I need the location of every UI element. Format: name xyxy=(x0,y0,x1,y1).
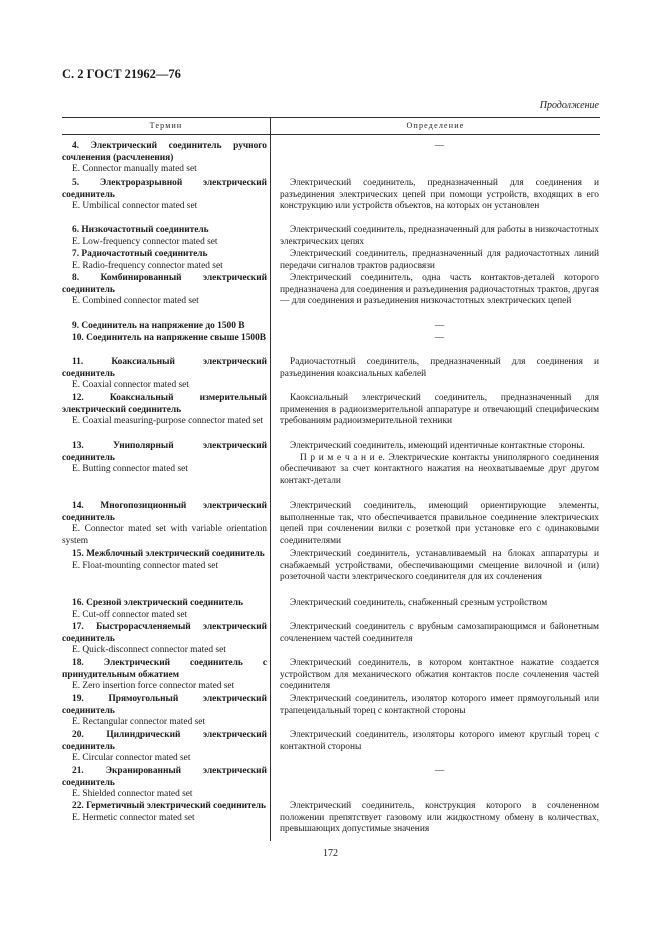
definition-text: — xyxy=(434,141,445,151)
term-en: Е. Float-mounting connector mated set xyxy=(72,560,219,571)
definition-cell xyxy=(280,333,599,345)
table-row xyxy=(62,225,267,248)
definition-cell xyxy=(280,178,599,213)
term-ru: 4. Электрический соединитель ручного сочленения (расчленения) xyxy=(62,141,267,163)
table-row xyxy=(62,549,267,572)
definition-cell xyxy=(280,501,599,547)
term-ru: 8. Комбинированный электрический соединитель xyxy=(62,273,267,295)
term-ru: 18. Электрический соединитель с принудительным обжатием xyxy=(62,658,267,680)
term-en: Е. Butting connector mated set xyxy=(72,464,188,475)
definition-text: Электрический соединитель, предназначенный для соединения и разъединения электрических цепей при помощи устройств, входящих в его конструкцию или устройств объектов, на которых он установлен xyxy=(280,178,599,212)
table-row xyxy=(62,622,267,657)
definition-text: Электрический соединитель, предназначенный для работы в низкочастотных электрических цепях xyxy=(280,225,599,247)
definition-text: Электрический соединитель, изолятор которого имеет прямоугольный или трапецеидальный торец с контактной стороны xyxy=(280,694,599,716)
term-en: Е. Umbilical connector mated set xyxy=(72,201,198,212)
definition-cell xyxy=(280,598,599,610)
definition-cell xyxy=(280,225,599,248)
definition-cell xyxy=(280,694,599,717)
table-row xyxy=(62,658,267,693)
definition-cell xyxy=(280,622,599,645)
table-row xyxy=(62,393,267,428)
table-row xyxy=(62,801,267,824)
term-ru: 15. Межблочный электрический соединитель xyxy=(72,549,265,559)
table-row xyxy=(62,333,267,345)
definition-text: Радиочастотный соединитель, предназначенный для соединения и разъединения коаксиальных кабелей xyxy=(280,357,599,379)
definition-cell xyxy=(280,549,599,584)
term-ru: 9. Соединитель на напряжение до 1500 В xyxy=(72,321,245,331)
definition-text: Электрический соединитель, одна часть контактов-деталей которого предназначена для соединения и разъединения радиочастотных трактов, другая — для соединения и разъединения низкочастотных электрических цепей xyxy=(280,273,599,307)
term-ru: 20. Цилиндрический электрический соединитель xyxy=(62,730,267,752)
column-header-term: Термин xyxy=(149,121,183,130)
term-en: Е. Low-frequency connector mated set xyxy=(72,236,218,247)
definition-cell xyxy=(280,321,599,333)
definition-text: Каоксиальный электрический соединитель, предназначенный для применения в радиоизмерительной аппаратуре и отвечающий специфическим требованиям радиоизмерительной техники xyxy=(280,393,599,427)
definition-cell xyxy=(280,441,599,487)
definition-cell xyxy=(280,141,599,153)
definition-text: Электрический соединитель с врубным самозапирающимся и байонетным сочленением частей соединителя xyxy=(280,622,599,644)
term-ru: 11. Коаксиальный электрический соединитель xyxy=(62,357,267,379)
term-en: Е. Coaxial measuring-purpose connector mated set xyxy=(72,416,264,427)
page-title: С. 2 ГОСТ 21962—76 xyxy=(62,67,181,81)
table-row xyxy=(62,249,267,272)
definition-text: — xyxy=(434,321,445,331)
definition-text: Электрический соединитель, устанавливаемый на блоках аппаратуры и снабжаемый устройствами, обеспечивающими смещение вилочной и (или) розеточной части электрического соединителя для их сочленения xyxy=(280,549,599,583)
definition-text: Электрический соединитель, предназначенный для радиочастотных линий передачи сигналов трактов радиосвязи xyxy=(280,249,599,271)
term-en: Е. Hermetic connector mated set xyxy=(72,812,195,823)
page-number: 172 xyxy=(323,848,338,859)
table-row xyxy=(62,598,267,621)
term-ru: 16. Срезной электрический соединитель xyxy=(72,598,243,608)
term-en: Е. Combined connector mated set xyxy=(72,296,199,307)
term-ru: 5. Электроразрывной электрический соединитель xyxy=(62,178,267,200)
definition-cell xyxy=(280,393,599,428)
definition-cell xyxy=(280,658,599,693)
term-en: Е. Cut-off connector mated set xyxy=(72,609,188,620)
table-row xyxy=(62,501,267,547)
table-row xyxy=(62,766,267,801)
table-row xyxy=(62,141,267,176)
term-en: Е. Quick-disconnect connector mated set xyxy=(72,645,226,656)
continuation-label: Продолжение xyxy=(539,100,599,111)
definition-text: Электрический соединитель, изоляторы которого имеют круглый торец с контактной стороны xyxy=(280,730,599,752)
definition-text: Электрический соединитель, имеющий ориентирующие элементы, выполненные так, что обеспечивается правильное соединение электрических цепей при сочленении вилки с розеткой при установке его с одинаковыми соединителями xyxy=(280,501,599,546)
term-en: Е. Connector manually mated set xyxy=(72,164,197,175)
term-en: Е. Coaxial connector mated set xyxy=(72,380,189,391)
definition-text: — xyxy=(434,766,445,776)
column-header-definition: Определение xyxy=(406,121,465,130)
table-header-rule xyxy=(62,134,600,135)
term-en: Е. Connector mated set with variable orientation system xyxy=(62,524,267,546)
term-ru: 7. Радиочастотный соединитель xyxy=(72,249,208,259)
term-en: Е. Circular connector mated set xyxy=(72,753,191,764)
table-row xyxy=(62,273,267,308)
definition-cell xyxy=(280,766,599,778)
term-en: Е. Shielded connector mated set xyxy=(72,789,193,800)
column-divider xyxy=(270,117,271,841)
table-top-rule xyxy=(62,117,600,118)
table-row xyxy=(62,321,267,333)
term-en: Е. Rectangular connector mated set xyxy=(72,717,206,728)
definition-cell xyxy=(280,357,599,380)
table-row xyxy=(62,730,267,765)
term-en: Е. Zero insertion force connector mated set xyxy=(72,681,235,692)
definition-cell xyxy=(280,801,599,836)
definition-text: Электрический соединитель, конструкция которого в сочлененном положении препятствует газовому или жидкостному обмену в количествах, превышающих допустимые значения xyxy=(280,801,599,835)
table-row xyxy=(62,694,267,729)
definition-text: — xyxy=(434,333,445,343)
table-row xyxy=(62,441,267,476)
term-ru: 22. Герметичный электрический соединитель xyxy=(72,801,266,811)
definition-cell xyxy=(280,273,599,308)
definition-cell xyxy=(280,249,599,272)
definition-text: Электрический соединитель, снабженный срезным устройством xyxy=(290,598,548,608)
term-ru: 12. Коаксиальный измерительный электрический соединитель xyxy=(62,393,267,415)
term-en: Е. Radio-frequency connector mated set xyxy=(72,260,223,271)
definition-text: Электрический соединитель, в котором контактное нажатие создается устройством для механического обжатия контактов после сочленения частей соединителя xyxy=(280,658,599,692)
table-row xyxy=(62,357,267,392)
term-ru: 10. Соединитель на напряжение свыше 1500В xyxy=(72,333,267,343)
term-ru: 14. Многопозиционный электрический соединитель xyxy=(62,501,267,523)
term-ru: 13. Униполярный электрический соединитель xyxy=(62,441,267,463)
definition-text: Электрический соединитель, имеющий идентичные контактные стороны. xyxy=(290,441,585,451)
definition-cell xyxy=(280,730,599,753)
definition-note: П р и м е ч а н и е. Электрические контакты униполярного соединения обеспечивают за счет контактного нажатия на неохватываемые друг другом контакт-детали xyxy=(280,452,599,486)
table-row xyxy=(62,178,267,213)
term-ru: 19. Прямоугольный электрический соединитель xyxy=(62,694,267,716)
term-ru: 6. Низкочастотный соединитель xyxy=(72,225,209,235)
term-ru: 17. Быстрорасчленяемый электрический соединитель xyxy=(62,622,267,644)
term-ru: 21. Экранированный электрический соединитель xyxy=(62,766,267,788)
